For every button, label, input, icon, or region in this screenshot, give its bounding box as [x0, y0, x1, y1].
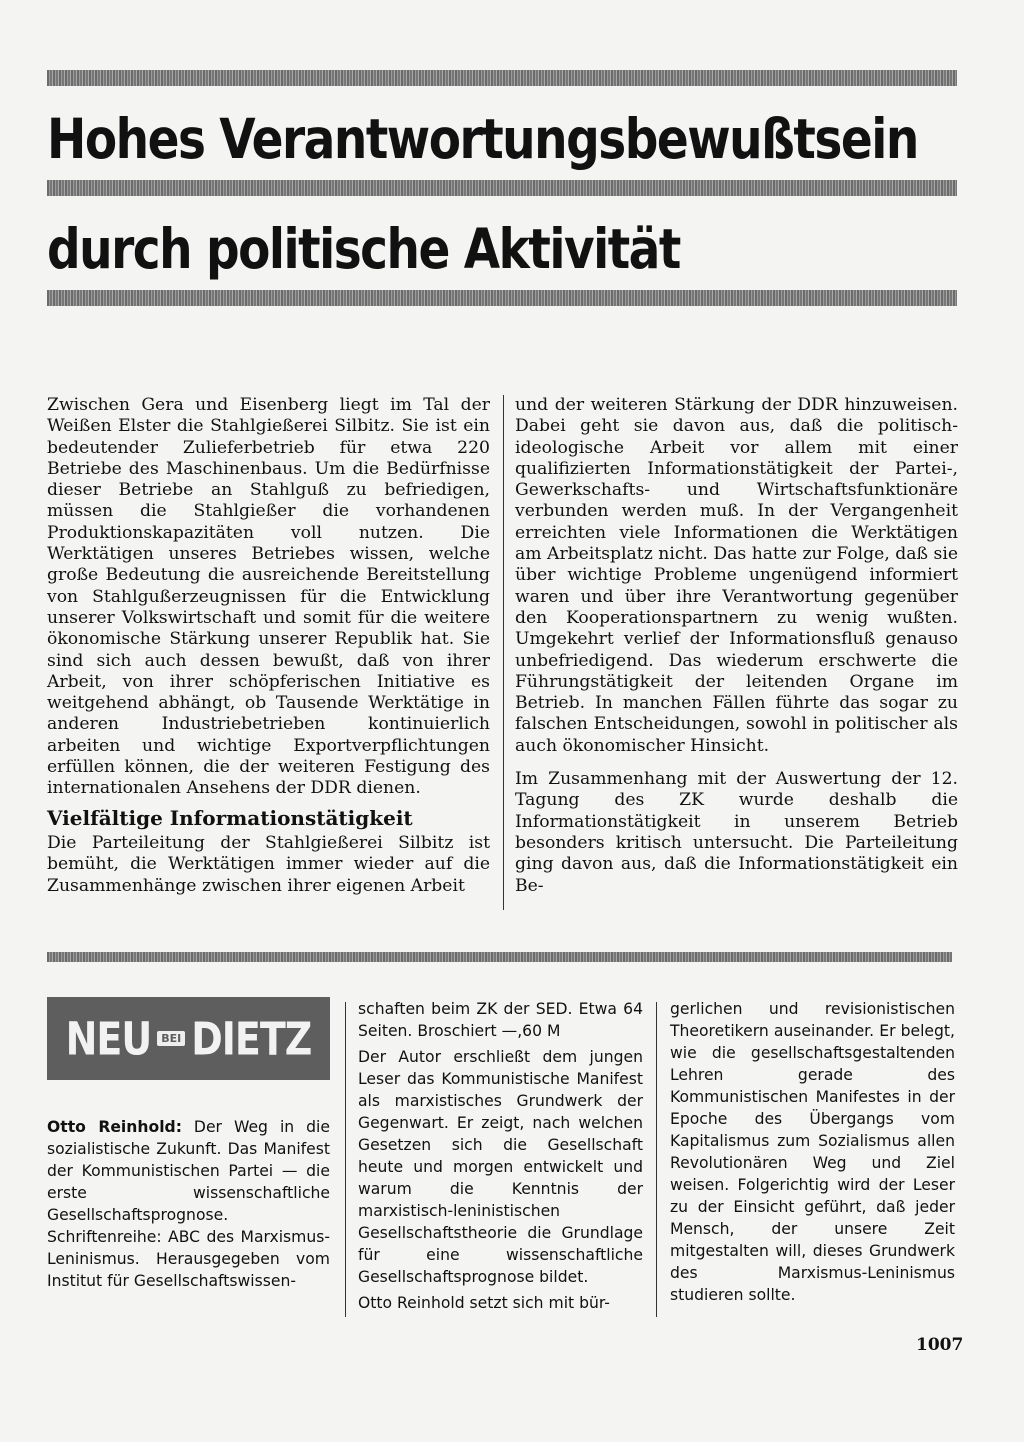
promo-divider-2	[656, 1002, 657, 1317]
column-divider	[503, 395, 504, 910]
section-rule	[47, 952, 952, 962]
page-title-line2: durch politische Aktivität	[47, 217, 680, 283]
header-rule-top	[47, 70, 957, 86]
article-column-2	[515, 395, 958, 897]
badge-neu: NEU	[65, 1012, 152, 1065]
promo-paragraph: Otto Reinhold setzt sich mit bür-	[358, 1294, 610, 1312]
promo-divider-1	[345, 1002, 346, 1317]
promo-column-2	[358, 998, 643, 1314]
promo-author: Otto Reinhold:	[47, 1118, 182, 1136]
neu-bei-dietz-badge	[47, 997, 330, 1080]
promo-paragraph: Der Autor erschließt dem jungen Leser das Kommunistische Manifest als marxistisches Grundwerk der Gegenwart. Er zeigt, nach welchen Gesetzen sich die Gesellschaft heute und morgen entwickelt und warum die Kenntnis der marxistisch-leninistischen Gesellschaftstheorie die Grundlage für eine wissenschaftliche Gesellschaftsprognose bildet.	[358, 1048, 643, 1286]
badge-bei: BEI	[157, 1031, 185, 1046]
promo-column-1	[47, 1116, 330, 1292]
article-paragraph: Die Parteileitung der Stahlgießerei Silbitz ist bemüht, die Werktätigen immer wieder auf die Zusammenhänge zwischen ihrer eigenen Arbeit	[47, 832, 490, 896]
article-paragraph: und der weiteren Stärkung der DDR hinzuweisen. Dabei geht sie davon aus, daß die politisch-ideologische Arbeit vor allem mit einer qualifizierten Informationstätigkeit der Partei-, Gewerkschafts- und Wirtschaftsfunktionäre verbunden werden muß. In der Vergangenheit erreichten viele Informationen die Werktätigen am Arbeitsplatz nicht. Das hatte zur Folge, daß sie über wichtige Probleme ungenügend informiert waren und über ihre Verantwortung gegenüber den Kooperationspartnern zu wenig wußten. Umgekehrt verlief der Informationsfluß genauso unbefriedigend. Das wiederum erschwerte die Führungstätigkeit der leitenden Organe im Betrieb. In manchen Fällen führte das sogar zu falschen Entscheidungen, sowohl in politischer als auch ökonomischer Hinsicht.	[515, 395, 958, 756]
article-subheading: Vielfältige Informationstätigkeit	[47, 805, 413, 830]
page-number: 1007	[916, 1335, 964, 1355]
promo-column-3	[670, 998, 955, 1306]
promo-paragraph: schaften beim ZK der SED. Etwa 64 Seiten. Broschiert —,60 M	[358, 1000, 643, 1040]
article-column-1	[47, 395, 490, 897]
header-rule-middle	[47, 180, 957, 196]
header-rule-bottom	[47, 290, 957, 306]
badge-dietz: DIETZ	[191, 1012, 312, 1065]
promo-paragraph: gerlichen und revisionistischen Theoretikern auseinander. Er belegt, wie die gesellschaftsgestaltenden Lehren gerade des Kommunistischen Manifestes in der Epoche des Übergangs vom Kapitalismus zum Sozialismus allen Revolutionären Weg und Ziel weisen. Folgerichtig wird der Leser zu der Einsicht geführt, daß jeder Mensch, der unsere Zeit mitgestalten will, dieses Grundwerk des Marxismus-Leninismus studieren sollte.	[670, 1000, 955, 1304]
promo-book-info: Der Weg in die sozialistische Zukunft. Das Manifest der Kommunistischen Partei — die erste wissenschaftliche Gesellschaftsprognose. Schriftenreihe: ABC des Marxismus-Leninismus. Herausgegeben vom Institut für Gesellschaftswissen-	[47, 1118, 330, 1290]
article-paragraph: Im Zusammenhang mit der Auswertung der 12. Tagung des ZK wurde deshalb die Informationstätigkeit in unserem Betrieb besonders kritisch untersucht. Die Parteileitung ging davon aus, daß die Informationstätigkeit ein Be-	[515, 769, 958, 896]
article-paragraph: Zwischen Gera und Eisenberg liegt im Tal der Weißen Elster die Stahlgießerei Silbitz. Sie ist ein bedeutender Zulieferbetrieb für etwa 220 Betriebe des Maschinenbaus. Um die Bedürfnisse dieser Betriebe an Stahlguß zu befriedigen, müssen die Stahlgießer die vorhandenen Produktionskapazitäten voll nutzen. Die Werktätigen unseres Betriebes wissen, welche große Bedeutung die ausreichende Bereitstellung von Stahlgußerzeugnissen für die Entwicklung unserer Volkswirtschaft und somit für die weitere ökonomische Stärkung unserer Republik hat. Sie sind sich auch dessen bewußt, daß von ihrer Arbeit, von ihrer schöpferischen Initiative es weitgehend abhängt, ob Tausende Werktätige in anderen Industriebetrieben kontinuierlich arbeiten und wichtige Exportverpflichtungen erfüllen können, die der weiteren Festigung des internationalen Ansehens der DDR dienen.	[47, 395, 490, 799]
page-title-line1: Hohes Verantwortungsbewußtsein	[47, 107, 918, 173]
